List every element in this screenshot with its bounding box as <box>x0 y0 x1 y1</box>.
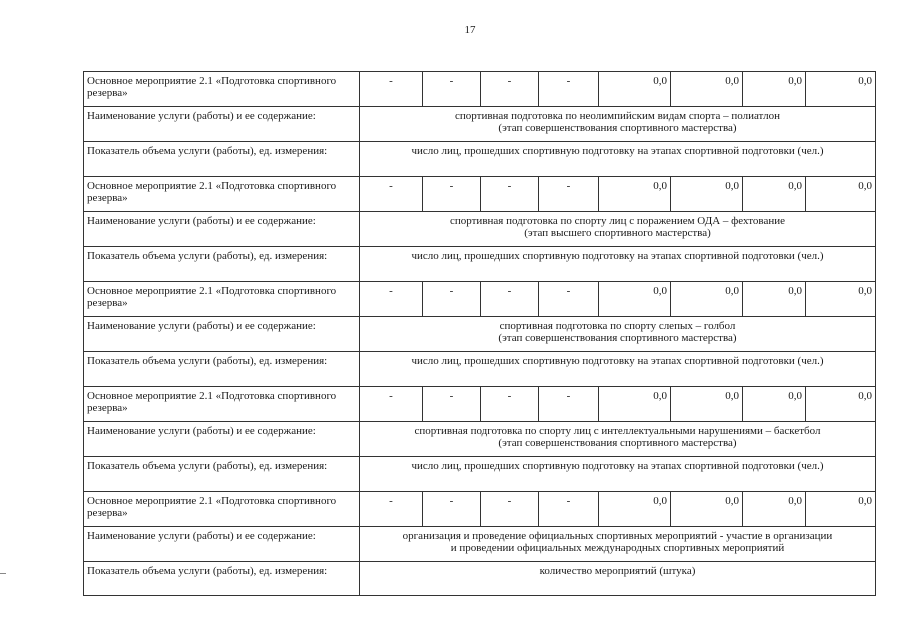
service-description-line: спортивная подготовка по неолимпийским видам спорта – полиатлон <box>455 110 780 122</box>
value-cell: 0,0 <box>599 282 671 317</box>
indicator-label: Показатель объема услуги (работы), ед. измерения: <box>84 352 360 387</box>
service-description-line: спортивная подготовка по спорту лиц с интеллектуальными нарушениями – баскетбол <box>414 425 821 437</box>
service-description-line: спортивная подготовка по спорту слепых – голбол <box>499 320 736 332</box>
event-label: Основное мероприятие 2.1 «Подготовка спортивного резерва» <box>84 72 360 107</box>
value-cell: 0,0 <box>599 387 671 422</box>
value-cell: 0,0 <box>671 72 743 107</box>
value-cell: 0,0 <box>806 72 876 107</box>
indicator-description: число лиц, прошедших спортивную подготовку на этапах спортивной подготовки (чел.) <box>360 352 876 387</box>
value-cell: 0,0 <box>806 387 876 422</box>
event-label: Основное мероприятие 2.1 «Подготовка спортивного резерва» <box>84 492 360 527</box>
service-description-line: (этап совершенствования спортивного мастерства) <box>498 332 737 344</box>
empty-value-cell: - <box>360 177 423 212</box>
value-cell: 0,0 <box>599 72 671 107</box>
service-description <box>360 422 876 457</box>
indicator-row <box>84 352 876 387</box>
budget-table <box>83 71 876 596</box>
service-label: Наименование услуги (работы) и ее содержание: <box>84 107 360 142</box>
event-label: Основное мероприятие 2.1 «Подготовка спортивного резерва» <box>84 177 360 212</box>
empty-value-cell: - <box>539 177 599 212</box>
indicator-label: Показатель объема услуги (работы), ед. измерения: <box>84 562 360 596</box>
event-row <box>84 282 876 317</box>
empty-value-cell: - <box>481 177 539 212</box>
service-description-line: (этап совершенствования спортивного мастерства) <box>498 437 737 449</box>
empty-value-cell: - <box>360 492 423 527</box>
empty-value-cell: - <box>360 282 423 317</box>
service-description <box>360 317 876 352</box>
indicator-row <box>84 457 876 492</box>
event-row <box>84 177 876 212</box>
margin-mark <box>0 573 6 574</box>
value-cell: 0,0 <box>743 387 806 422</box>
service-description-line: и проведении официальных международных спортивных мероприятий <box>450 542 785 554</box>
indicator-row <box>84 142 876 177</box>
service-label: Наименование услуги (работы) и ее содержание: <box>84 317 360 352</box>
service-row <box>84 422 876 457</box>
value-cell: 0,0 <box>806 282 876 317</box>
value-cell: 0,0 <box>743 177 806 212</box>
value-cell: 0,0 <box>806 177 876 212</box>
value-cell: 0,0 <box>743 492 806 527</box>
value-cell: 0,0 <box>671 282 743 317</box>
empty-value-cell: - <box>423 282 481 317</box>
event-row <box>84 387 876 422</box>
service-label: Наименование услуги (работы) и ее содержание: <box>84 422 360 457</box>
indicator-description: число лиц, прошедших спортивную подготовку на этапах спортивной подготовки (чел.) <box>360 142 876 177</box>
value-cell: 0,0 <box>599 492 671 527</box>
empty-value-cell: - <box>539 387 599 422</box>
indicator-label: Показатель объема услуги (работы), ед. измерения: <box>84 142 360 177</box>
service-label: Наименование услуги (работы) и ее содержание: <box>84 527 360 562</box>
service-description-line: спортивная подготовка по спорту лиц с поражением ОДА – фехтование <box>450 215 785 227</box>
empty-value-cell: - <box>481 72 539 107</box>
indicator-label: Показатель объема услуги (работы), ед. измерения: <box>84 247 360 282</box>
service-description-line: организация и проведение официальных спортивных мероприятий - участие в организации <box>402 530 833 542</box>
event-label: Основное мероприятие 2.1 «Подготовка спортивного резерва» <box>84 387 360 422</box>
page-number: 17 <box>464 24 476 36</box>
empty-value-cell: - <box>423 387 481 422</box>
service-description <box>360 527 876 562</box>
empty-value-cell: - <box>539 492 599 527</box>
empty-value-cell: - <box>423 177 481 212</box>
indicator-description: количество мероприятий (штука) <box>360 562 876 596</box>
value-cell: 0,0 <box>743 282 806 317</box>
empty-value-cell: - <box>423 492 481 527</box>
indicator-row <box>84 562 876 596</box>
indicator-description: число лиц, прошедших спортивную подготовку на этапах спортивной подготовки (чел.) <box>360 247 876 282</box>
service-description-line: (этап высшего спортивного мастерства) <box>524 227 711 239</box>
empty-value-cell: - <box>360 387 423 422</box>
empty-value-cell: - <box>481 387 539 422</box>
event-label: Основное мероприятие 2.1 «Подготовка спортивного резерва» <box>84 282 360 317</box>
value-cell: 0,0 <box>671 492 743 527</box>
empty-value-cell: - <box>539 72 599 107</box>
service-label: Наименование услуги (работы) и ее содержание: <box>84 212 360 247</box>
value-cell: 0,0 <box>671 177 743 212</box>
value-cell: 0,0 <box>743 72 806 107</box>
empty-value-cell: - <box>481 492 539 527</box>
service-description <box>360 107 876 142</box>
service-row <box>84 107 876 142</box>
service-row <box>84 212 876 247</box>
value-cell: 0,0 <box>599 177 671 212</box>
indicator-row <box>84 247 876 282</box>
empty-value-cell: - <box>360 72 423 107</box>
empty-value-cell: - <box>423 72 481 107</box>
service-row <box>84 317 876 352</box>
indicator-label: Показатель объема услуги (работы), ед. измерения: <box>84 457 360 492</box>
service-description-line: (этап совершенствования спортивного мастерства) <box>498 122 737 134</box>
value-cell: 0,0 <box>806 492 876 527</box>
value-cell: 0,0 <box>671 387 743 422</box>
service-description <box>360 212 876 247</box>
event-row <box>84 492 876 527</box>
empty-value-cell: - <box>481 282 539 317</box>
empty-value-cell: - <box>539 282 599 317</box>
service-row <box>84 527 876 562</box>
indicator-description: число лиц, прошедших спортивную подготовку на этапах спортивной подготовки (чел.) <box>360 457 876 492</box>
table-body <box>84 72 876 596</box>
event-row <box>84 72 876 107</box>
